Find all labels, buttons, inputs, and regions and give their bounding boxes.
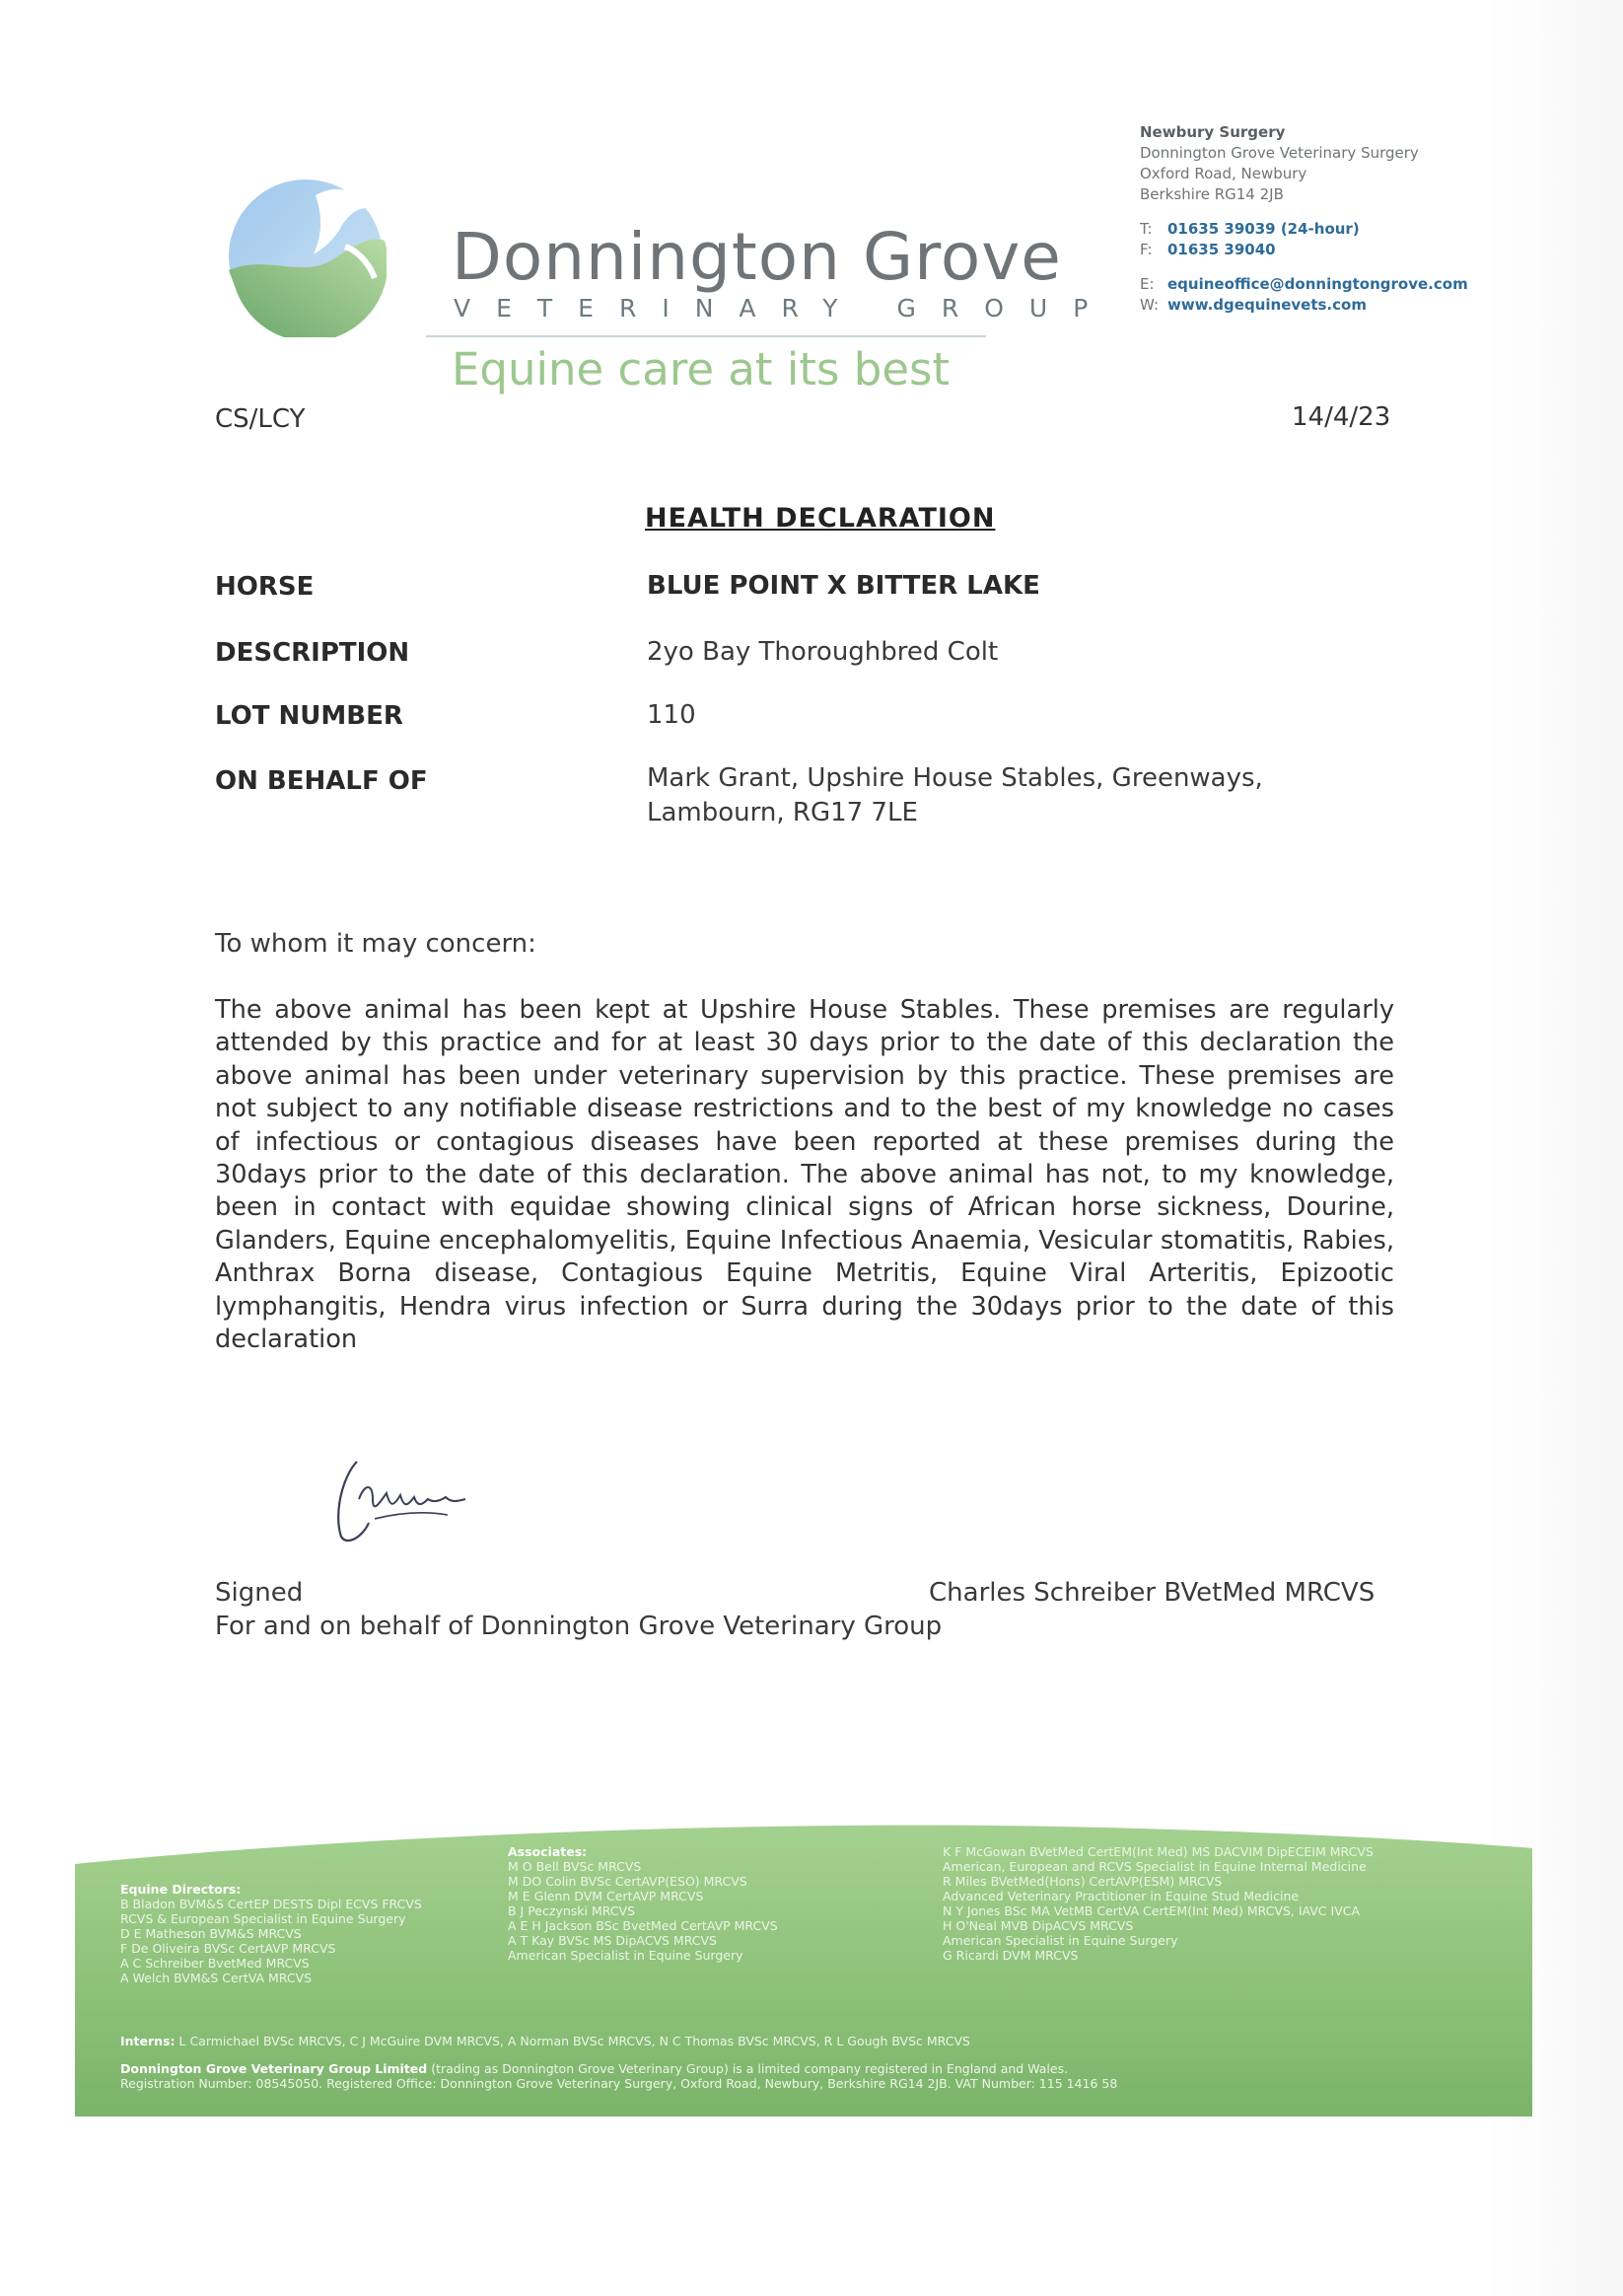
company-name: Donnington Grove Veterinary Group Limited [120, 2061, 428, 2076]
staff-line: N Y Jones BSc MA VetMB CertVA CertEM(Int Med) MRCVS, IAVC IVCA [943, 1903, 1361, 1918]
handwritten-signature-icon [329, 1454, 487, 1548]
donnington-grove-logo-icon [225, 176, 387, 337]
footer-company-info [120, 2061, 1117, 2091]
reference-code: CS/LCY [215, 404, 306, 434]
staff-line: H O'Neal MVB DipACVS MRCVS [943, 1918, 1134, 1933]
interns-label: Interns: [120, 2034, 176, 2048]
associate-line: M DO Colin BVSc CertAVP(ESO) MRCVS [508, 1874, 747, 1889]
field-label-description: DESCRIPTION [215, 638, 410, 668]
registration-info: Registration Number: 08545050. Registered Office: Donnington Grove Veterinary Surgery, Oxford Road, Newbury, Berkshire RG14 2JB. VAT Number: 115 1416 58 [120, 2076, 1118, 2091]
website-link[interactable]: www.dgequinevets.com [1167, 296, 1367, 314]
on-behalf-statement: For and on behalf of Donnington Grove Veterinary Group [215, 1612, 943, 1641]
fax-row [1140, 240, 1468, 260]
footer-directors [120, 1882, 422, 1985]
signed-label: Signed [215, 1578, 304, 1608]
field-value-on-behalf-of [647, 761, 1263, 830]
associate-line: A T Kay BVSc MS DipACVS MRCVS [508, 1933, 717, 1948]
on-behalf-line: Mark Grant, Upshire House Stables, Greenways, [647, 763, 1263, 793]
address-line: Oxford Road, Newbury [1140, 165, 1307, 182]
associates-heading: Associates: [508, 1844, 588, 1859]
director-line: A C Schreiber BvetMed MRCVS [120, 1956, 310, 1971]
staff-line: R Miles BVetMed(Hons) CertAVP(ESM) MRCVS [943, 1874, 1223, 1889]
staff-line: American Specialist in Equine Surgery [943, 1933, 1178, 1948]
field-label-on-behalf-of: ON BEHALF OF [215, 766, 428, 796]
web-row [1140, 295, 1468, 316]
footer-interns [120, 2034, 970, 2048]
directors-heading: Equine Directors: [120, 1882, 242, 1897]
office-name: Newbury Surgery [1140, 123, 1286, 141]
company-text: (trading as Donnington Grove Veterinary Group) is a limited company registered in England and Wales. [431, 2061, 1069, 2076]
fax-label: F: [1140, 241, 1153, 258]
director-line: RCVS & European Specialist in Equine Surgery [120, 1911, 406, 1926]
associate-line: A E H Jackson BSc BvetMed CertAVP MRCVS [508, 1918, 778, 1933]
email-link[interactable]: equineoffice@donningtongrove.com [1167, 275, 1468, 293]
email-row [1140, 274, 1468, 295]
phone-label: T: [1140, 220, 1153, 238]
document-title: HEALTH DECLARATION [645, 503, 996, 534]
email-label: E: [1140, 275, 1155, 293]
staff-line: Advanced Veterinary Practitioner in Equine Stud Medicine [943, 1889, 1300, 1903]
field-value-horse: BLUE POINT X BITTER LAKE [647, 571, 1040, 601]
brand-name: Donnington Grove [452, 219, 1062, 295]
director-line: B Bladon BVM&S CertEP DESTS Dipl ECVS FRCVS [120, 1897, 422, 1911]
interns-list: L Carmichael BVSc MRCVS, C J McGuire DVM MRCVS, A Norman BVSc MRCVS, N C Thomas BVSc MRCVS, R L Gough BVSc MRCVS [178, 2034, 970, 2048]
contact-block [1140, 122, 1468, 316]
footer-right-column [943, 1844, 1374, 1963]
staff-line: K F McGowan BVetMed CertEM(Int Med) MS DACVIM DipECEIM MRCVS [943, 1844, 1374, 1859]
associate-line: M E Glenn DVM CertAVP MRCVS [508, 1889, 704, 1903]
associate-line: M O Bell BVSc MRCVS [508, 1859, 642, 1874]
brand-tagline: Equine care at its best [452, 343, 951, 395]
associate-line: American Specialist in Equine Surgery [508, 1948, 743, 1963]
director-line: F De Oliveira BVSc CertAVP MRCVS [120, 1941, 336, 1956]
address-line: Donnington Grove Veterinary Surgery [1140, 144, 1419, 162]
field-value-lot-number: 110 [647, 700, 696, 730]
footer-associates [508, 1844, 778, 1963]
director-line: A Welch BVM&S CertVA MRCVS [120, 1971, 313, 1985]
staff-line: American, European and RCVS Specialist in Equine Internal Medicine [943, 1859, 1367, 1874]
web-label: W: [1140, 296, 1160, 314]
field-label-lot-number: LOT NUMBER [215, 701, 403, 731]
letter-date: 14/4/23 [1292, 402, 1391, 432]
signer-name: Charles Schreiber BVetMed MRCVS [929, 1578, 1376, 1608]
declaration-body: The above animal has been kept at Upshire House Stables. These premises are regularly attended by this practice and for at least 30 days prior to the date of this declaration the above animal has been under veterinary supervision by this practice. These premises are not subject to any notifiable disease restrictions and to the best of my knowledge no cases of infectious or contagious diseases have been reported at these premises during the 30days prior to the date of this declaration. The above animal has not, to my knowledge, been in contact with equidae showing clinical signs of African horse sickness, Dourine, Glanders, Equine encephalomyelitis, Equine Infectious Anaemia, Vesicular stomatitis, Rabies, Anthrax Borna disease, Contagious Equine Metritis, Equine Viral Arteritis, Epizootic lymphangitis, Hendra virus infection or Surra during the 30days prior to the date of this declaration [215, 995, 1394, 1355]
greeting: To whom it may concern: [215, 929, 536, 959]
brand-divider [426, 335, 986, 337]
brand-subtitle: VETERINARY GROUP [454, 294, 1114, 323]
on-behalf-line: Lambourn, RG17 7LE [647, 798, 918, 827]
field-label-horse: HORSE [215, 572, 315, 602]
phone-number: 01635 39039 (24-hour) [1167, 220, 1360, 238]
fax-number: 01635 39040 [1167, 241, 1276, 258]
field-value-description: 2yo Bay Thoroughbred Colt [647, 637, 999, 667]
phone-row [1140, 219, 1468, 240]
staff-line: G Ricardi DVM MRCVS [943, 1948, 1079, 1963]
associate-line: B J Peczynski MRCVS [508, 1903, 636, 1918]
director-line: D E Matheson BVM&S MRCVS [120, 1926, 302, 1941]
address-line: Berkshire RG14 2JB [1140, 185, 1284, 203]
